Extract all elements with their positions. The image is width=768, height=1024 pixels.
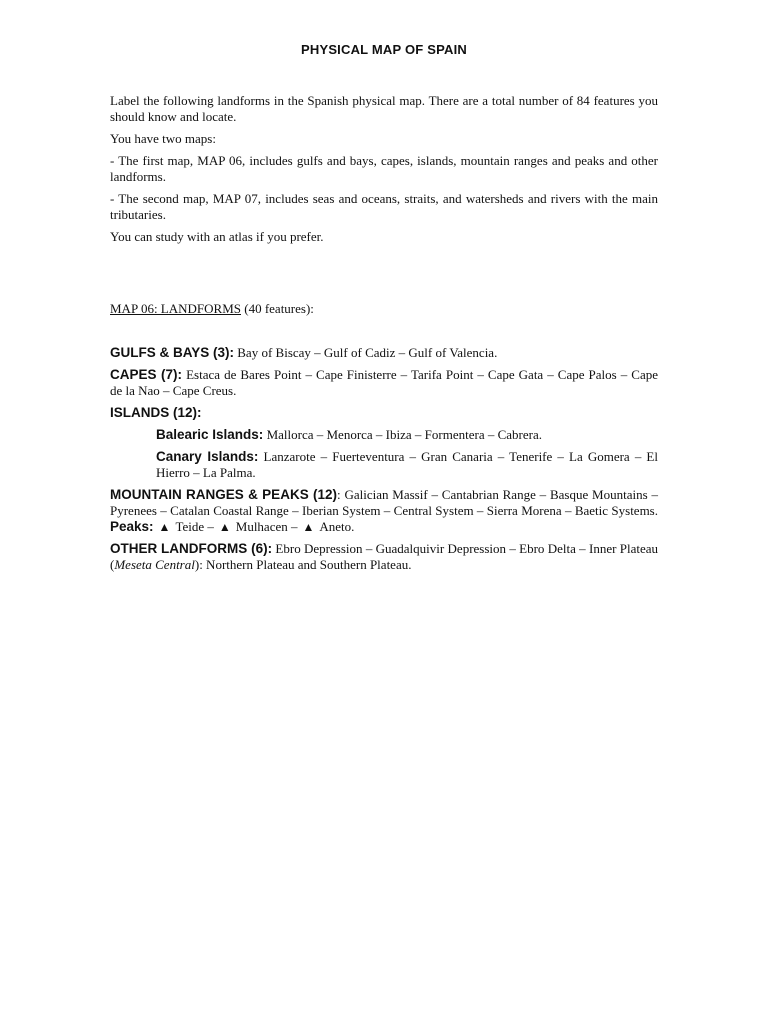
peak-triangle-icon: ▲ (302, 520, 315, 534)
mountains-label: MOUNTAIN RANGES & PEAKS (12) (110, 487, 338, 502)
page-title: PHYSICAL MAP OF SPAIN (300, 42, 467, 57)
peaks-label: Peaks: (110, 519, 154, 534)
intro-paragraph-2: You have two maps: (110, 131, 216, 146)
balearic-section (156, 427, 658, 443)
peak-triangle-icon: ▲ (158, 520, 171, 534)
islands-label: ISLANDS (12): (110, 405, 202, 420)
map06-heading-suffix: (40 features): (241, 301, 314, 316)
document-body (110, 93, 658, 579)
canary-label: Canary Islands: (156, 449, 259, 464)
other-text-1: Ebro Depression – Guadalquivir Depression – Ebro Delta – Inner Plateau ( (110, 541, 659, 572)
intro-paragraph-3: - The first map, MAP 06, includes gulfs and bays, capes, islands, mountain ranges and peaks and other landforms. (110, 153, 658, 184)
peak-aneto: Aneto. (319, 519, 355, 534)
map06-heading: MAP 06: LANDFORMS (110, 301, 241, 316)
peak-mulhacen: Mulhacen – (235, 519, 298, 534)
gulfs-section (110, 345, 658, 361)
peak-triangle-icon: ▲ (218, 520, 231, 534)
intro-paragraph-5: You can study with an atlas if you prefer. (110, 229, 324, 244)
spacer (110, 251, 658, 301)
canary-text: Lanzarote – Fuerteventura – Gran Canaria – Tenerife – La Gomera – El Hierro – La Palma. (156, 449, 658, 480)
intro-paragraph-4: - The second map, MAP 07, includes seas and oceans, straits, and watersheds and rivers with the main tributaries. (110, 191, 658, 222)
intro-paragraph-1: Label the following landforms in the Spanish physical map. There are a total number of 84 features you should know and locate. (110, 93, 658, 124)
gulfs-label: GULFS & BAYS (3): (110, 345, 235, 360)
spacer (110, 323, 658, 345)
other-text-2: ): Northern Plateau and Southern Plateau. (194, 557, 412, 572)
gulfs-text: Bay of Biscay – Gulf of Cadiz – Gulf of Valencia. (234, 345, 498, 360)
capes-section (110, 367, 658, 399)
peak-teide: Teide – (175, 519, 214, 534)
map06-heading-line (110, 301, 658, 317)
canary-section (156, 449, 658, 481)
capes-text: Estaca de Bares Point – Cape Finisterre – Tarifa Point – Cape Gata – Cape Palos – Cape de la Nao – Cape Creus. (110, 367, 659, 398)
balearic-label: Balearic Islands: (156, 427, 264, 442)
other-section (110, 541, 658, 573)
mountains-text: : Galician Massif – Cantabrian Range – Basque Mountains – Pyrenees – Catalan Coastal Range – Iberian System – Central System – Sierra Morena – Baetic Systems. (110, 487, 658, 518)
mountains-section (110, 487, 658, 535)
other-italic: Meseta Central (114, 557, 195, 572)
capes-label: CAPES (7): (110, 367, 183, 382)
islands-section (110, 405, 658, 421)
balearic-text: Mallorca – Menorca – Ibiza – Formentera – Cabrera. (263, 427, 542, 442)
other-label: OTHER LANDFORMS (6): (110, 541, 273, 556)
